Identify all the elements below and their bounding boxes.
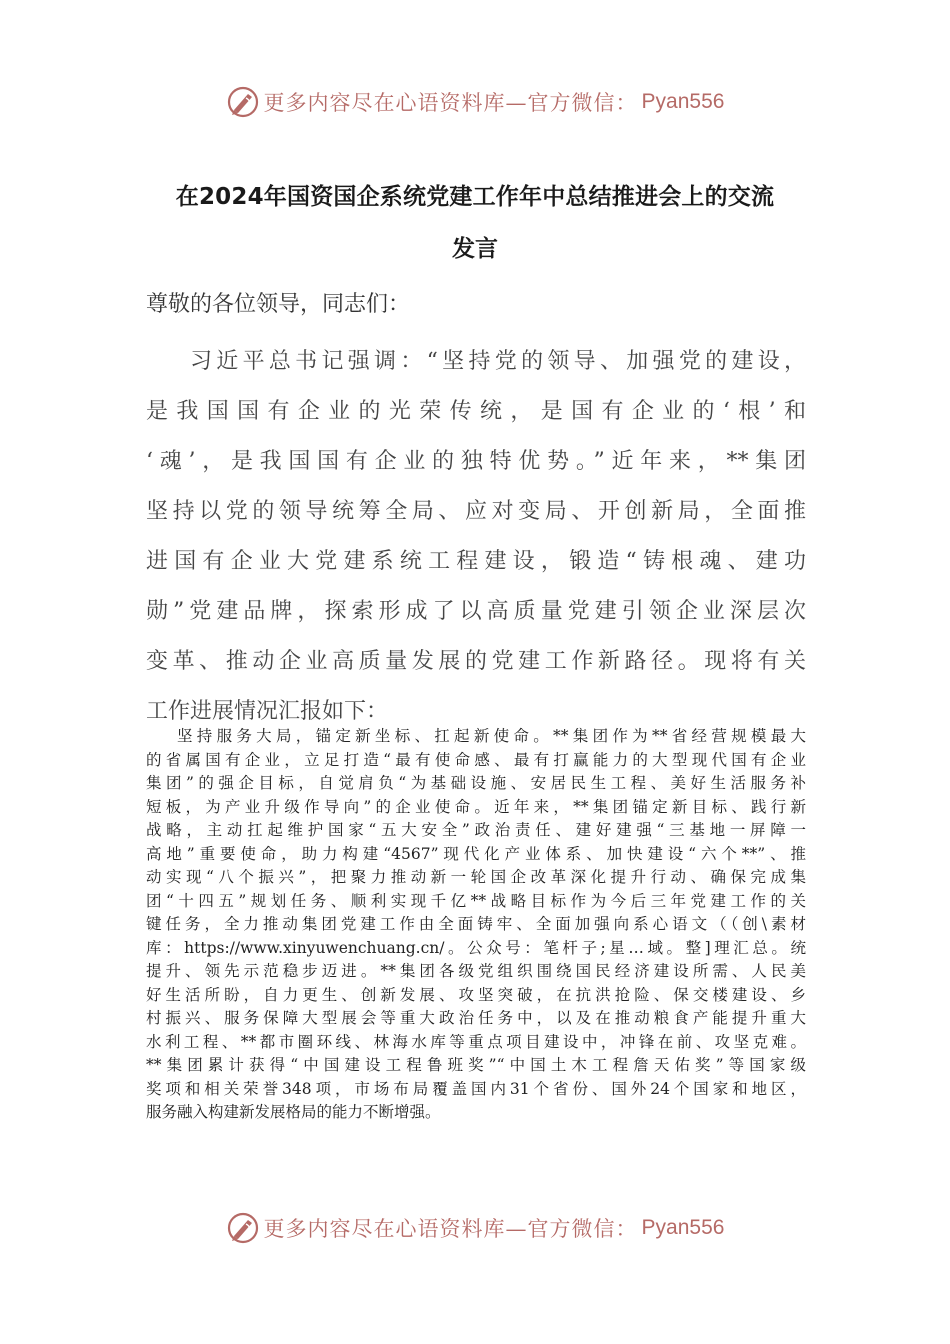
intro-paragraph xyxy=(146,337,806,737)
body-paragraph xyxy=(146,725,806,1125)
body-line: **集团累计获得“中国建设工程鲁班奖”“中国土木工程詹天佑奖”等国家级 xyxy=(146,1056,806,1074)
document-title-line-2: 发言 xyxy=(452,236,498,262)
body-line: 键任务，全力推动集团党建工作由全面铸牢、全面加强向系心语文（（创\素材 xyxy=(146,915,806,933)
footer-banner xyxy=(0,1208,950,1248)
body-line: 水利工程、**都市圈环线、林海水库等重点项目建设中，冲锋在前、攻坚克难。 xyxy=(146,1032,806,1051)
body-line: 高地”重要使命，助力构建“4567”现代化产业体系、加快建设“六个**”、推 xyxy=(146,844,806,863)
intro-line: 是我国国有企业的光荣传统，是国有企业的‘根’和 xyxy=(146,399,806,424)
body-line: 战略，主动扛起维护国家“五大安全”政治责任、建好建强“三基地一屏障一 xyxy=(146,821,806,839)
wechat-id: Pyan556 xyxy=(641,1216,725,1239)
body-line: 库：https://www.xinyuwenchuang.cn/。公众号：笔杆子;星…域。整]理汇总。统 xyxy=(146,938,806,957)
banner-text: 更多内容尽在心语资料库—官方微信： xyxy=(263,1217,638,1241)
body-line: 的省属国有企业，立足打造“最有使命感、最有打赢能力的大型现代国有企业 xyxy=(146,750,806,769)
body-line: 短板，为产业升级作导向”的企业使命。近年来，**集团锚定新目标、践行新 xyxy=(146,797,806,816)
intro-line: 坚持以党的领导统筹全局、应对变局、开创新局，全面推 xyxy=(146,499,806,524)
body-line: 集团”的强企目标，自觉肩负“为基础设施、安居民生工程、美好生活服务补 xyxy=(146,774,806,792)
body-line: 提升、领先示范稳步迈进。**集团各级党组织围绕国民经济建设所需、人民美 xyxy=(146,962,806,980)
pen-logo-icon xyxy=(226,85,260,119)
body-line: 服务融入构建新发展格局的能力不断增强。 xyxy=(146,1103,441,1121)
intro-line: ‘魂’，是我国国有企业的独特优势。”近年来，**集团 xyxy=(146,449,806,474)
body-line: 好生活所盼，自力更生、创新发展、攻坚突破，在抗洪抢险、保交楼建设、乡 xyxy=(146,985,806,1004)
pen-logo-icon xyxy=(226,1211,260,1245)
body-line: 坚持服务大局，锚定新坐标、扛起新使命。**集团作为**省经营规模最大 xyxy=(177,727,806,745)
banner-text: 更多内容尽在心语资料库—官方微信： xyxy=(263,91,638,115)
intro-line: 工作进展情况汇报如下： xyxy=(146,699,389,724)
body-line: 团“十四五”规划任务、顺利实现千亿**战略目标作为今后三年党建工作的关 xyxy=(146,891,806,910)
document-title-line-1: 在2024年国资国企系统党建工作年中总结推进会上的交流 xyxy=(175,184,775,210)
wechat-id: Pyan556 xyxy=(641,90,725,113)
body-line: 村振兴、服务保障大型展会等重大政治任务中，以及在推动粮食产能提升重大 xyxy=(146,1009,806,1027)
greeting: 尊敬的各位领导，同志们： xyxy=(146,292,411,317)
intro-line: 习近平总书记强调：“坚持党的领导、加强党的建设， xyxy=(190,349,806,374)
intro-line: 进国有企业大党建系统工程建设，锻造“铸根魂、建功 xyxy=(146,549,806,574)
intro-line: 变革、推动企业高质量发展的党建工作新路径。现将有关 xyxy=(146,649,806,674)
header-banner xyxy=(0,82,950,122)
body-line: 动实现“八个振兴”，把聚力推动新一轮国企改革深化提升行动、确保完成集 xyxy=(146,868,806,886)
body-line: 奖项和相关荣誉348项，市场布局覆盖国内31个省份、国外24个国家和地区， xyxy=(146,1079,806,1098)
intro-line: 勋”党建品牌，探索形成了以高质量党建引领企业深层次 xyxy=(146,599,806,624)
